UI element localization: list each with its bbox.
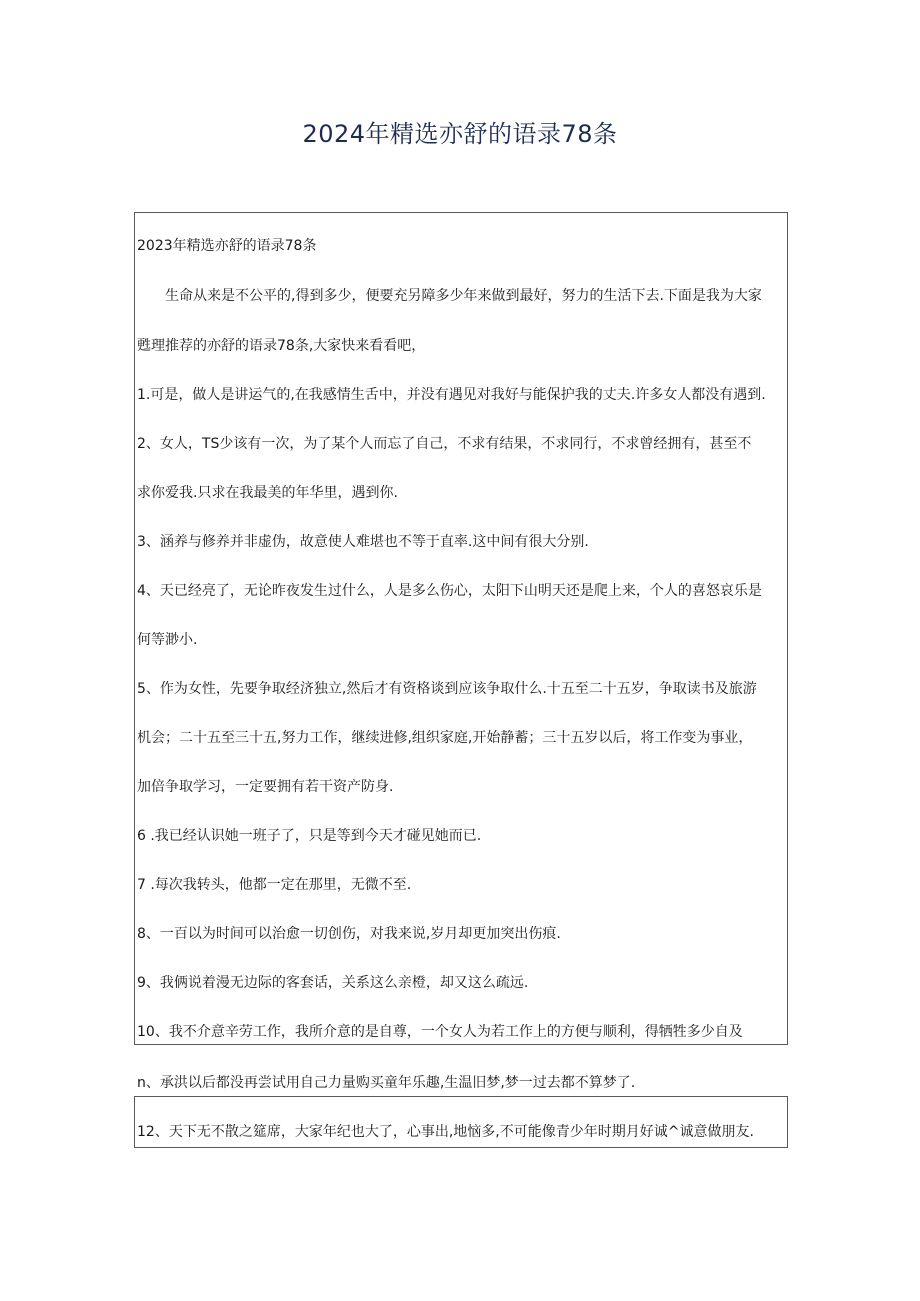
- text-line: 加倍争取学习，一定要拥有若干资产防身.: [137, 779, 394, 795]
- text-line: 4、天已经亮了，无论昨夜发生过什么，人是多么伤心，太阳下山明天还是爬上来，个人的喜怒哀乐是: [137, 583, 762, 599]
- text-line: 机会；二十五至三十五,努力工作，继续进修,组织家庭,开始静蓄；三十五岁以后，将工作变为事业，: [137, 730, 753, 746]
- text-line: 甦理推荐的亦舒的语录78条,大家快来看看吧，: [137, 338, 426, 354]
- content-box-main: [134, 212, 788, 1045]
- content-box-secondary: [134, 1096, 788, 1148]
- text-line: 9、我俩说着漫无边际的客套话，关系这么亲橙，却又这么疏远.: [137, 975, 529, 991]
- text-line: 生命从来是不公平的,得到多少，便要充另障多少年来做到最好，努力的生活下去.下面是我为大家: [165, 288, 762, 304]
- text-line: 6 .我已经认识她一班子了，只是等到今天才碰见她而已.: [137, 828, 482, 844]
- text-line: 求你爱我.只求在我最美的年华里，遇到你.: [137, 485, 398, 501]
- text-line: 2023年精选亦舒的语录78条: [137, 238, 317, 254]
- text-line: 何等渺小.: [137, 632, 198, 648]
- text-line: 3、涵养与修养并非虚伪，故意使人难堪也不等于直率.这中间有很大分别.: [137, 534, 589, 550]
- text-line-outside-box: n、承洪以后都没再尝试用自己力量购买童年乐趣,生温旧梦,梦一过去都不算梦了.: [137, 1075, 636, 1091]
- text-line: 5、作为女性，先要争取经济独立,然后才有资格谈到应该争取什么.十五至二十五岁，争取读书及旅游: [137, 681, 757, 697]
- text-line: 10、我不介意辛劳工作，我所介意的是自尊，一个女人为若工作上的方便与顺利，得牺牲多少自及: [137, 1024, 743, 1040]
- text-line: 7 .每次我转头，他都一定在那里，无微不至.: [137, 877, 412, 893]
- text-line: 1.可是，做人是讲运气的,在我感情生舌中，并没有遇见对我好与能保护我的丈夫.许多女人都没有遇到.: [137, 387, 766, 403]
- text-line: 2、女人，TS少该有一次，为了某个人而忘了自己，不求有结果，不求同行，不求曾经拥有，甚至不: [137, 436, 752, 452]
- text-line: 12、天下无不散之筵席，大家年纪也大了，心事出,地恼多,不可能像青少年时期月好诚^诚意做朋友.: [137, 1124, 754, 1140]
- text-line: 8、一百以为时间可以治愈一切创伤，对我来说,岁月却更加突出伤痕.: [137, 926, 561, 942]
- document-title: 2024年精选亦舒的语录78条: [302, 120, 618, 148]
